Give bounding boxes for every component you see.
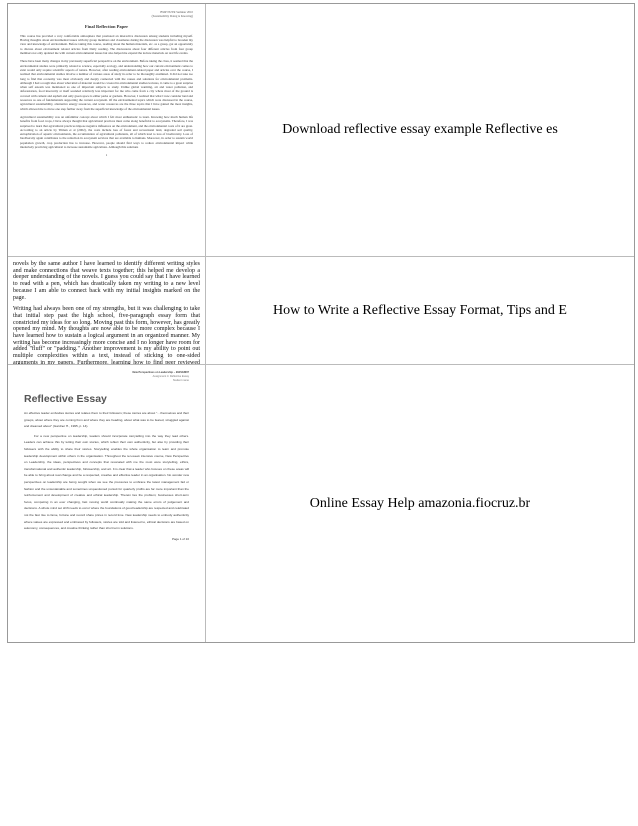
thumbnail-1[interactable]: [8, 4, 206, 256]
doc-paragraph: There have been many changes in my previously superficial perspective on the environment. Before taking the class, it seemed that the environmental studies were primarily related to science, especially ecology, and understanding how our current environment comes to exist would only require scientific aspects of nature. However, after reading environment-related paper and articles over the course, I realized that environmental studies involve a number of various areas of study in order to be thoroughly examined. It did not take too long to find that economy was most obviously and deeply connected with the causes and solutions for environmental problems. Although I had a rough idea about what kind of material would be covered in environmental studies lectures, it came to a great surprise when self esteem was mentioned as one of important subjects to study. Unlike global warming, air and water pollution, and deforestation, food insecurity at itself sounded relatively less important for me who came from a city where most of the ground is covered with cement and asphalt and only green space is either parks or gardens. However, I realized that what I now consider land and resources as one of fundamentals supporting the current ecosystem. Of the environmental topics which were discussed in the course, agricultural sustainability, alternative energy resources, and water resources are the three topics that I have gained the most insights, which allowed me to move one step further away from the superficial knowledge of the environmental issues.: [20, 59, 193, 111]
caption-cell-2[interactable]: [206, 257, 634, 364]
doc-title: Final Reflection Paper: [84, 23, 129, 29]
doc-title: Reflective Essay: [24, 393, 107, 405]
caption-link-1[interactable]: Download reflective essay example Reflective es: [282, 122, 558, 137]
doc-paragraph: novels by the same author I have learned to identify different writing styles and make connections that weave texts together; this helped me develop a deeper understanding of the novels. I guess you could say that I have learned to read with a pen, which has drastically taken my writing to a new level because I am able to connect back with my initial insights marked on the page.: [13, 261, 200, 301]
doc-paragraph: An effective leader embodies stories and relates them to their followers; these stories are about "…themselves and their groups, about where they are coming from and where they are heading, about what was to be feared, struggled against and dreamed about" (Gardner H., 1995, p. 14).: [24, 411, 189, 429]
result-row-2[interactable]: [8, 257, 634, 365]
doc-paragraph: For a new perspective on leadership, leaders should incorporate storytelling into the way they lead others. Leaders can achieve this by letting their own stories, which reflect their own authenticity, but also by providing their followers with the ability to share their stories. Storytelling enables the whole organisation to learn and promote leadership development within others in the organisation. Throughout the ten-week intensive course, New Perspective on Leadership, the ideas, perspectives and concepts that resonated with me the most were storytelling, ethics, transformational and authentic leadership, followership, and art. It is clear that a leader who focuses on these areas will be able to bring about real change and be a respected, creative and effective leader in an organisation. No wonder new perspectives on leadership are being sought when we see the pressures to embrace the latest management fad or fashion and the unsustainable and sometimes unquestioned pursuit for quarterly profits are far more important than the reinforcement and development of creative and ethical leadership. Therein lies the problem; businesses short-term focus, competing in an ever changing, fast moving world continually making the same errors of judgement and decisions. A whole mind set shift needs to occur where the foundations of good leadership are respected and celebrated not the fast rise to fame, fortune and record share prices in record time. New leadership needs to embody authenticity where values are expressed and embraced by followers, stories are told and listened to, ethical decisions are based on autonomy, consequences, and creative thinking rather than short term solutions.: [24, 433, 189, 531]
doc-header-sub: Assignment 4: Reflective Essay: [152, 375, 189, 378]
caption-cell-3[interactable]: [206, 365, 634, 642]
doc-header-sub: (Sustainability Doing is Knowing): [151, 14, 193, 19]
doc-header: BSIP NUTR Seminar 2010: [160, 10, 193, 14]
caption-cell-1[interactable]: [206, 4, 634, 256]
result-row-1[interactable]: [8, 4, 634, 257]
doc-header-author: Student name: [172, 379, 189, 382]
thumbnail-1-document: [10, 6, 203, 162]
doc-header: New Perspectives on Leadership – 99JSGM07: [132, 371, 189, 374]
thumbnail-2[interactable]: [8, 257, 206, 364]
thumbnail-3-document: [10, 367, 203, 546]
image-grid: [7, 3, 635, 643]
doc-paragraph: Agricultural sustainability was an unfamiliar concept about which I felt most enthusiastic to learn. Knowing how much human life benefits from food crops, I have always thought that agricultural practices must come along beneficial to ecosystems. Therefore, I was surprised to learn that agricultural practices impose negative influences on the environment, and the environmental costs of it are great. According to an article by Tilman et al (2002), the costs include loss of forest and recreational land, degraded soil quality, eutrophication of aquatic environments, the accumulation of agricultural pollutants, all of which lead to loss of biodiversity. Loss of biodiversity again contributes to the reduction in ecosystem services that are available to humans. Moreover, in order to sustain world population growth, crop production has to increase. However, people should find ways to reduce environmental impact while intensively practicing agricultural to increase sustainable agriculture. Although this solutions: [20, 114, 193, 150]
thumbnail-3[interactable]: [8, 365, 206, 642]
thumbnail-2-document: [10, 259, 203, 364]
caption-link-2[interactable]: How to Write a Reflective Essay Format, Tips and E: [273, 302, 567, 318]
doc-page-number: Page 1 of 10: [171, 536, 189, 541]
doc-paragraph: Writing had always been one of my strengths, but it was challenging to take that initial step past the high school, five-paragraph essay form that constricted my ideas for so long. Moving past this form, however, has greatly opened my mind. My thoughts are now able to be more complex because I have learned how to sustain a logical argument in an organized manner. My writing has become increasingly more concise and I no longer have room for added "fluff" or "padding." Another improvement is my ability to point out multiple complexities within a text, instead of sticking to one-sided arguments in my papers. Furthermore, learning how to find peer reviewed: [13, 306, 200, 364]
doc-page-number: 1: [105, 153, 108, 158]
doc-paragraph: This course has provided a very comfortable atmosphere that promoted an interactive discussion among students including myself. Having thoughts about environmental issues with my group members and classmates during the discussion was helpful to broaden my view and knowledge of environment. Before taking this course, reading about the human materials, etc. as a group, got an opportunity to discuss about environment related articles from Daily reading. The discussions about four different articles from four group members not only updated me with current environmental issues but also helped me expand the lecture materials on real life events.: [20, 33, 193, 56]
result-row-3[interactable]: [8, 365, 634, 642]
caption-link-3[interactable]: Online Essay Help amazonia.fiocruz.br: [309, 495, 531, 511]
